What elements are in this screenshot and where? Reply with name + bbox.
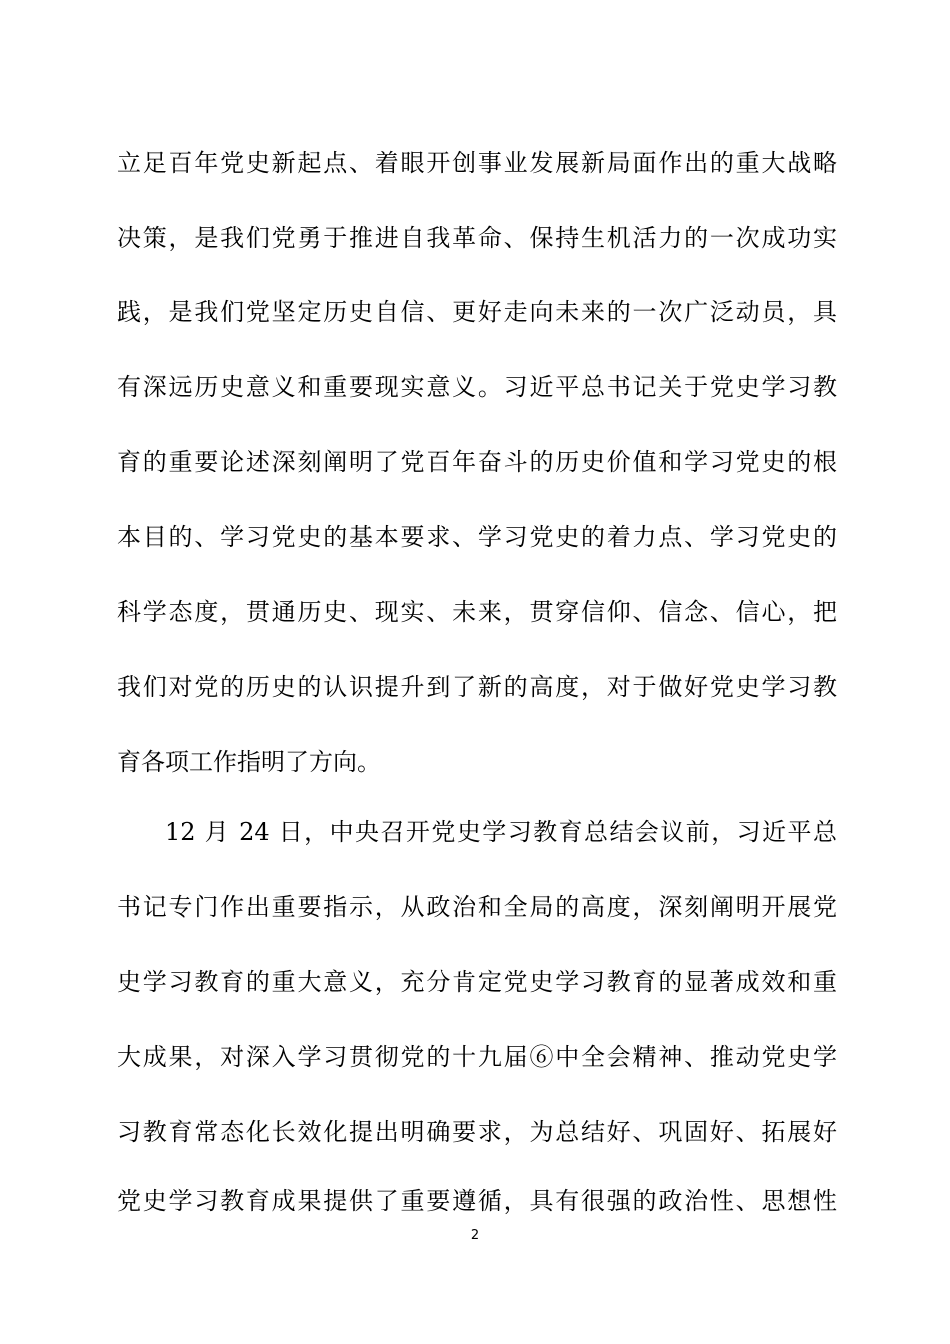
paragraph-1-line-4: 有深远历史意义和重要现实意义。习近平总书记关于党史学习教 <box>117 373 837 401</box>
paragraph-1-line-5: 育的重要论述深刻阐明了党百年奋斗的历史价值和学习党史的根 <box>117 448 837 476</box>
page-number: 2 <box>470 1228 480 1243</box>
paragraph-2-line-3: 史学习教育的重大意义，充分肯定党史学习教育的显著成效和重 <box>117 968 837 996</box>
paragraph-2-line-1: 12 月 24 日，中央召开党史学习教育总结会议前，习近平总 <box>165 818 837 846</box>
paragraph-1-line-1: 立足百年党史新起点、着眼开创事业发展新局面作出的重大战略 <box>117 149 837 177</box>
paragraph-1-line-8: 我们对党的历史的认识提升到了新的高度，对于做好党史学习教 <box>117 673 837 701</box>
paragraph-2-line-6: 党史学习教育成果提供了重要遵循，具有很强的政治性、思想性 <box>117 1187 837 1215</box>
paragraph-1-line-2: 决策，是我们党勇于推进自我革命、保持生机活力的一次成功实 <box>117 224 837 252</box>
paragraph-2-line-4: 大成果，对深入学习贯彻党的十九届⑥中全会精神、推动党史学 <box>117 1043 837 1071</box>
paragraph-1-line-9: 育各项工作指明了方向。 <box>117 748 381 776</box>
paragraph-2-line-2: 书记专门作出重要指示，从政治和全局的高度，深刻阐明开展党 <box>117 893 837 921</box>
paragraph-1-line-6: 本目的、学习党史的基本要求、学习党史的着力点、学习党史的 <box>117 523 837 551</box>
paragraph-1-line-7: 科学态度，贯通历史、现实、未来，贯穿信仰、信念、信心，把 <box>117 598 837 626</box>
paragraph-2-line-5: 习教育常态化长效化提出明确要求，为总结好、巩固好、拓展好 <box>117 1118 837 1146</box>
paragraph-1-line-3: 践，是我们党坚定历史自信、更好走向未来的一次广泛动员，具 <box>117 298 837 326</box>
